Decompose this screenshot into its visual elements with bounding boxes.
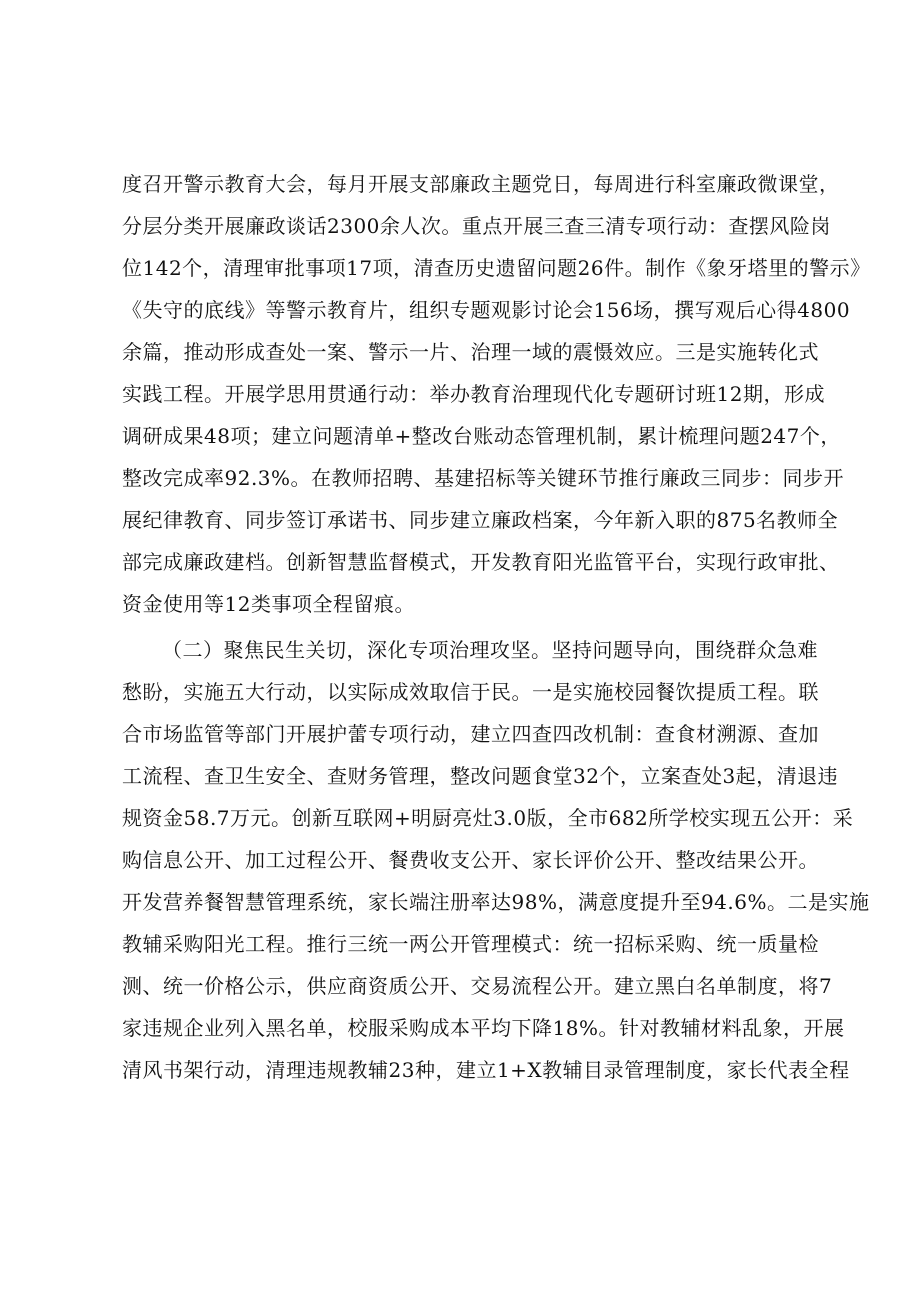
paragraph-line: 分层分类开展廉政谈话2300余人次。重点开展三查三清专项行动：查摆风险岗: [122, 214, 831, 238]
paragraph-line: 实践工程。开展学思用贯通行动：举办教育治理现代化专题研讨班12期，形成: [122, 382, 825, 406]
paragraph-line: 整改完成率92.3%。在教师招聘、基建招标等关键环节推行廉政三同步：同步开: [122, 466, 845, 490]
paragraph-line: 资金使用等12类事项全程留痕。: [122, 592, 415, 616]
paragraph-line: 规资金58.7万元。创新互联网+明厨亮灶3.0版，全市682所学校实现五公开：采: [122, 806, 854, 830]
paragraph-line: 展纪律教育、同步签订承诺书、同步建立廉政档案，今年新入职的875名教师全: [122, 508, 839, 532]
paragraph-line: 清风书架行动，清理违规教辅23种，建立1+X教辅目录管理制度，家长代表全程: [122, 1058, 850, 1082]
paragraph-line: 测、统一价格公示，供应商资质公开、交易流程公开。建立黑白名单制度，将7: [122, 974, 833, 998]
paragraph-line: 调研成果48项；建立问题清单+整改台账动态管理机制，累计梳理问题247个，: [122, 424, 841, 448]
paragraph-line: 购信息公开、加工过程公开、餐费收支公开、家长评价公开、整改结果公开。: [122, 848, 819, 872]
section-heading-line: （二）聚焦民生关切，深化专项治理攻坚。坚持问题导向，围绕群众急难: [162, 638, 818, 662]
paragraph-line: 余篇，推动形成查处一案、警示一片、治理一域的震慑效应。三是实施转化式: [122, 340, 819, 364]
paragraph-line: 度召开警示教育大会，每月开展支部廉政主题党日，每周进行科室廉政微课堂，: [122, 172, 840, 196]
paragraph-line: 开发营养餐智慧管理系统，家长端注册率达98%，满意度提升至94.6%。二是实施: [122, 890, 870, 914]
paragraph-line: 《失守的底线》等警示教育片，组织专题观影讨论会156场，撰写观后心得4800: [122, 298, 851, 322]
paragraph-line: 工流程、查卫生安全、查财务管理，整改问题食堂32个，立案查处3起，清退违: [122, 764, 839, 788]
paragraph-line: 教辅采购阳光工程。推行三统一两公开管理模式：统一招标采购、统一质量检: [122, 932, 819, 956]
paragraph-line: 愁盼，实施五大行动，以实际成效取信于民。一是实施校园餐饮提质工程。联: [122, 680, 819, 704]
paragraph-line: 部完成廉政建档。创新智慧监督模式，开发教育阳光监管平台，实现行政审批、: [122, 550, 840, 574]
paragraph-line: 家违规企业列入黑名单，校服采购成本平均下降18%。针对教辅材料乱象，开展: [122, 1016, 845, 1040]
paragraph-line: 位142个，清理审批事项17项，清查历史遗留问题26件。制作《象牙塔里的警示》: [122, 256, 871, 280]
paragraph-line: 合市场监管等部门开展护蕾专项行动，建立四查四改机制：查食材溯源、查加: [122, 722, 819, 746]
